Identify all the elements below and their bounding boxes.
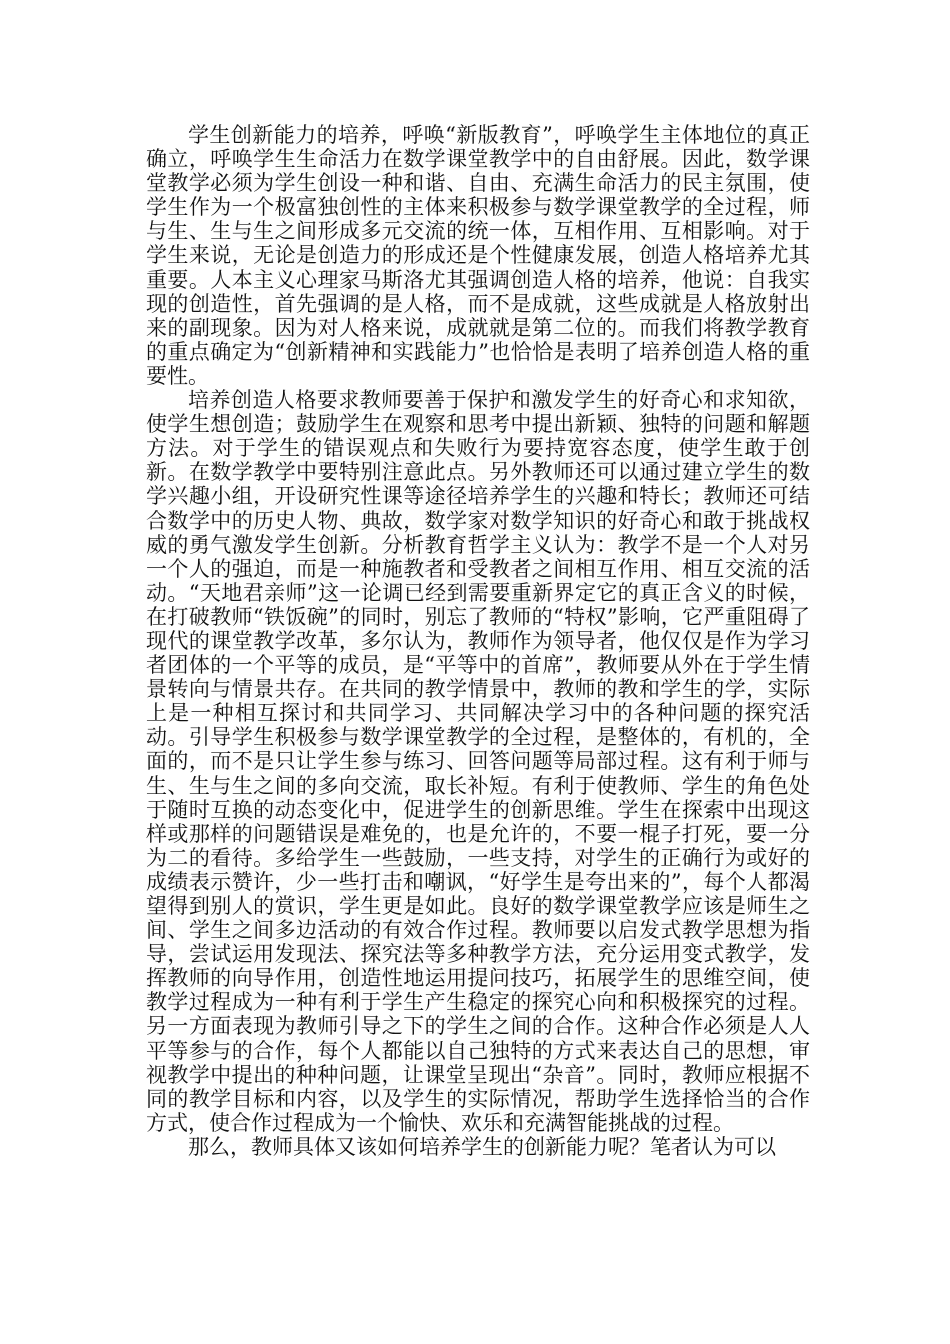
paragraph-1: 学生创新能力的培养，呼唤“新版教育”，呼唤学生主体地位的真正确立，呼唤学生生命活力在数学课堂教学中的自由舒展。因此，数学课堂教学必须为学生创设一种和谐、自由、充满生命活力的民主氛围，使学生作为一个极富独创性的主体来积极参与数学课堂教学的全过程，师与生、生与生之间形成多元交流的统一体，互相作用、互相影响。对于学生来说，无论是创造力的形成还是个性健康发展，创造人格培养尤其重要。人本主义心理家马斯洛尤其强调创造人格的培养，他说：自我实现的创造性，首先强调的是人格，而不是成就，这些成就是人格放射出来的副现象。因为对人格来说，成就就是第二位的。而我们将教学教育的重点确定为“创新精神和实践能力”也恰恰是表明了培养创造人格的重要性。 xyxy=(146,123,810,388)
paragraph-3: 那么，教师具体又该如何培养学生的创新能力呢？笔者认为可以 xyxy=(188,1134,776,1159)
paragraph-2: 培养创造人格要求教师要善于保护和激发学生的好奇心和求知欲，使学生想创造；鼓励学生在观察和思考中提出新颖、独特的问题和解题方法。对于学生的错误观点和失败行为要持宽容态度，使学生敢于创新。在数学教学中要特别注意此点。另外教师还可以通过建立学生的数学兴趣小组，开设研究性课等途径培养学生的兴趣和特长；教师还可结合数学中的历史人物、典故，数学家对数学知识的好奇心和敢于挑战权威的勇气激发学生创新。分析教育哲学主义认为：教学不是一个人对另一个人的强迫，而是一种施教者和受教者之间相互作用、相互交流的活动。“天地君亲师”这一论调已经到需要重新界定它的真正含义的时候，在打破教师“铁饭碗”的同时，别忘了教师的“特权”影响，它严重阻碍了现代的课堂教学改革，多尔认为，教师作为领导者，他仅仅是作为学习者团体的一个平等的成员，是“平等中的首席”，教师要从外在于学生情景转向与情景共存。在共同的教学情景中，教师的教和学生的学，实际上是一种相互探讨和共同学习、共同解决学习中的各种问题的探究活动。引导学生积极参与数学课堂教学的全过程，是整体的，有机的，全面的，而不是只让学生参与练习、回答问题等局部过程。这有利于师与生、生与生之间的多向交流，取长补短。有利于使教师、学生的角色处于随时互换的动态变化中，促进学生的创新思维。学生在探索中出现这样或那样的问题错误是难免的，也是允许的，不要一棍子打死，要一分为二的看待。多给学生一些鼓励，一些支持，对学生的正确行为或好的成绩表示赞许，少一些打击和嘲讽，“好学生是夸出来的”，每个人都渴望得到别人的赏识，学生更是如此。良好的数学课堂教学应该是师生之间、学生之间多边活动的有效合作过程。教师要以启发式教学思想为指导，尝试运用发现法、探究法等多种教学方法，充分运用变式教学，发挥教师的向导作用，创造性地运用提问技巧，拓展学生的思维空间，使教学过程成为一种有利于学生产生稳定的探究心向和积极探究的过程。另一方面表现为教师引导之下的学生之间的合作。这种合作必须是人人平等参与的合作，每个人都能以自己独特的方式来表达自己的思想，审视教学中提出的种种问题，让课堂呈现出“杂音”。同时，教师应根据不同的教学目标和内容，以及学生的实际情况，帮助学生选择恰当的合作方式，使合作过程成为一个愉快、欢乐和充满智能挑战的过程。 xyxy=(146,388,810,1135)
body-text xyxy=(146,123,810,1159)
